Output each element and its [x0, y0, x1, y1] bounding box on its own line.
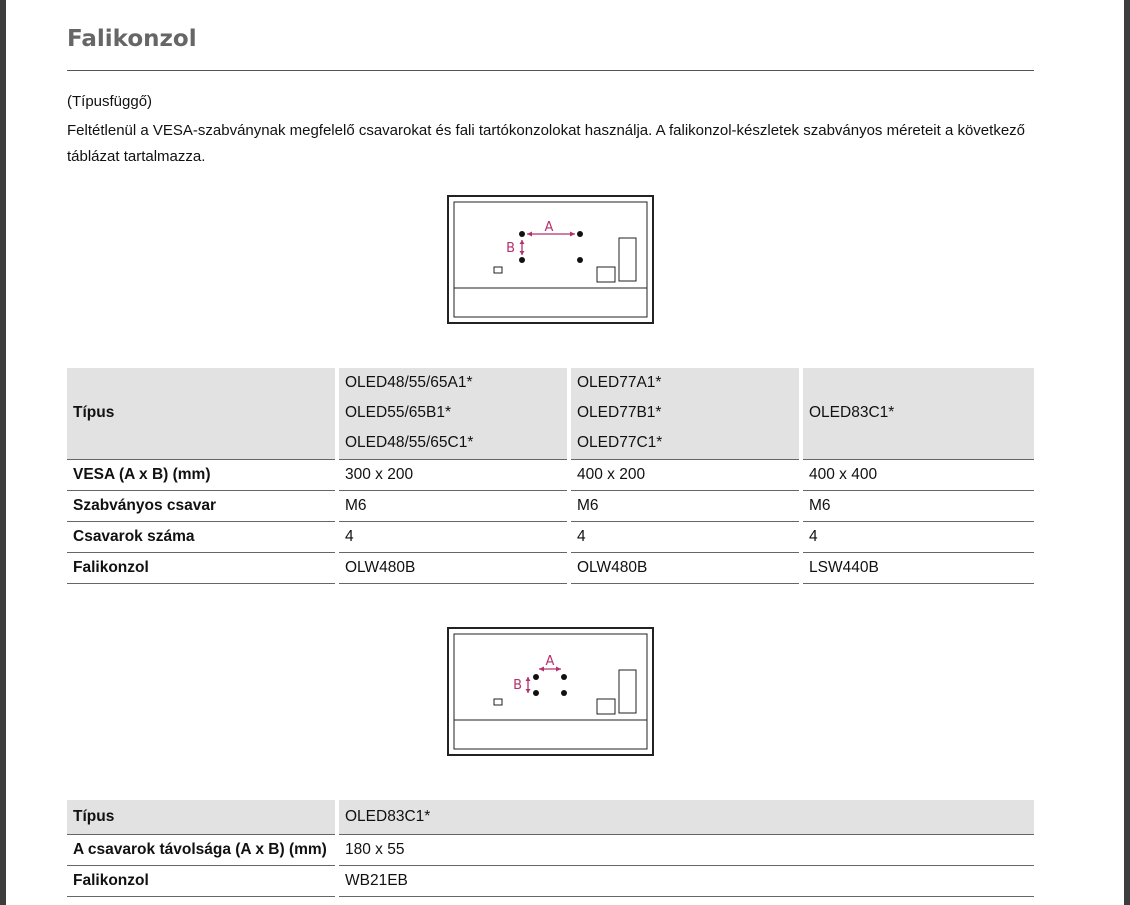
section-title: Falikonzol: [67, 26, 197, 52]
label-b: B: [506, 241, 515, 256]
model-name: OLED55/65B1*: [345, 404, 451, 422]
model-name: OLED77C1*: [577, 434, 663, 452]
table-row: [67, 368, 1034, 459]
value-cell: 180 x 55: [337, 834, 1034, 865]
label-a: A: [544, 220, 554, 235]
row-label: Típus: [67, 800, 337, 834]
value-cell: LSW440B: [801, 552, 1034, 583]
table-row: [67, 521, 1034, 552]
value-cell: WB21EB: [337, 865, 1034, 896]
table-row: [67, 800, 1034, 834]
value-cell: M6: [337, 490, 569, 521]
title-divider: [67, 70, 1034, 71]
row-label: Csavarok száma: [73, 527, 195, 545]
value-cell: M6: [569, 490, 801, 521]
model-cell: OLED83C1*: [801, 368, 1034, 459]
value-cell: 400 x 200: [569, 459, 801, 490]
value-cell: 4: [337, 521, 569, 552]
value-cell: M6: [801, 490, 1034, 521]
row-label: A csavarok távolsága (A x B) (mm): [73, 840, 327, 858]
table-row: [67, 490, 1034, 521]
model-cell: [569, 368, 801, 459]
model-name: OLED77A1*: [577, 374, 662, 392]
value-cell: 400 x 400: [801, 459, 1034, 490]
value-cell: 4: [569, 521, 801, 552]
model-name: OLED48/55/65A1*: [345, 374, 473, 392]
tv-back-diagram-1: [447, 195, 655, 325]
table-row: [67, 459, 1034, 490]
row-label: Falikonzol: [73, 871, 149, 889]
row-label: VESA (A x B) (mm): [73, 465, 211, 483]
vesa-spec-table: [67, 368, 1034, 584]
table-row: [67, 865, 1034, 896]
value-cell: OLW480B: [337, 552, 569, 583]
table-row: [67, 834, 1034, 865]
value-cell: OLW480B: [569, 552, 801, 583]
label-b: B: [513, 678, 522, 693]
screw-distance-table: [67, 800, 1034, 897]
model-cell: [337, 368, 569, 459]
table-row: [67, 552, 1034, 583]
value-cell: 4: [801, 521, 1034, 552]
label-a: A: [545, 654, 555, 669]
model-name: OLED48/55/65C1*: [345, 434, 474, 452]
description-paragraph: Feltétlenül a VESA-szabványnak megfelelő csavarokat és fali tartókonzolokat használja. A falikonzol-készletek szabványos méreteit a következő táblázat tartalmazza.: [67, 122, 1026, 165]
row-label: Típus: [67, 368, 337, 459]
value-cell: OLED83C1*: [337, 800, 1034, 834]
row-label: Szabványos csavar: [73, 496, 217, 514]
value-cell: 300 x 200: [337, 459, 569, 490]
row-label: Falikonzol: [73, 558, 149, 576]
model-name: OLED77B1*: [577, 404, 662, 422]
tv-back-diagram-2: [447, 627, 655, 757]
document-page: [6, 0, 1124, 905]
model-note: (Típusfüggő): [67, 93, 153, 110]
